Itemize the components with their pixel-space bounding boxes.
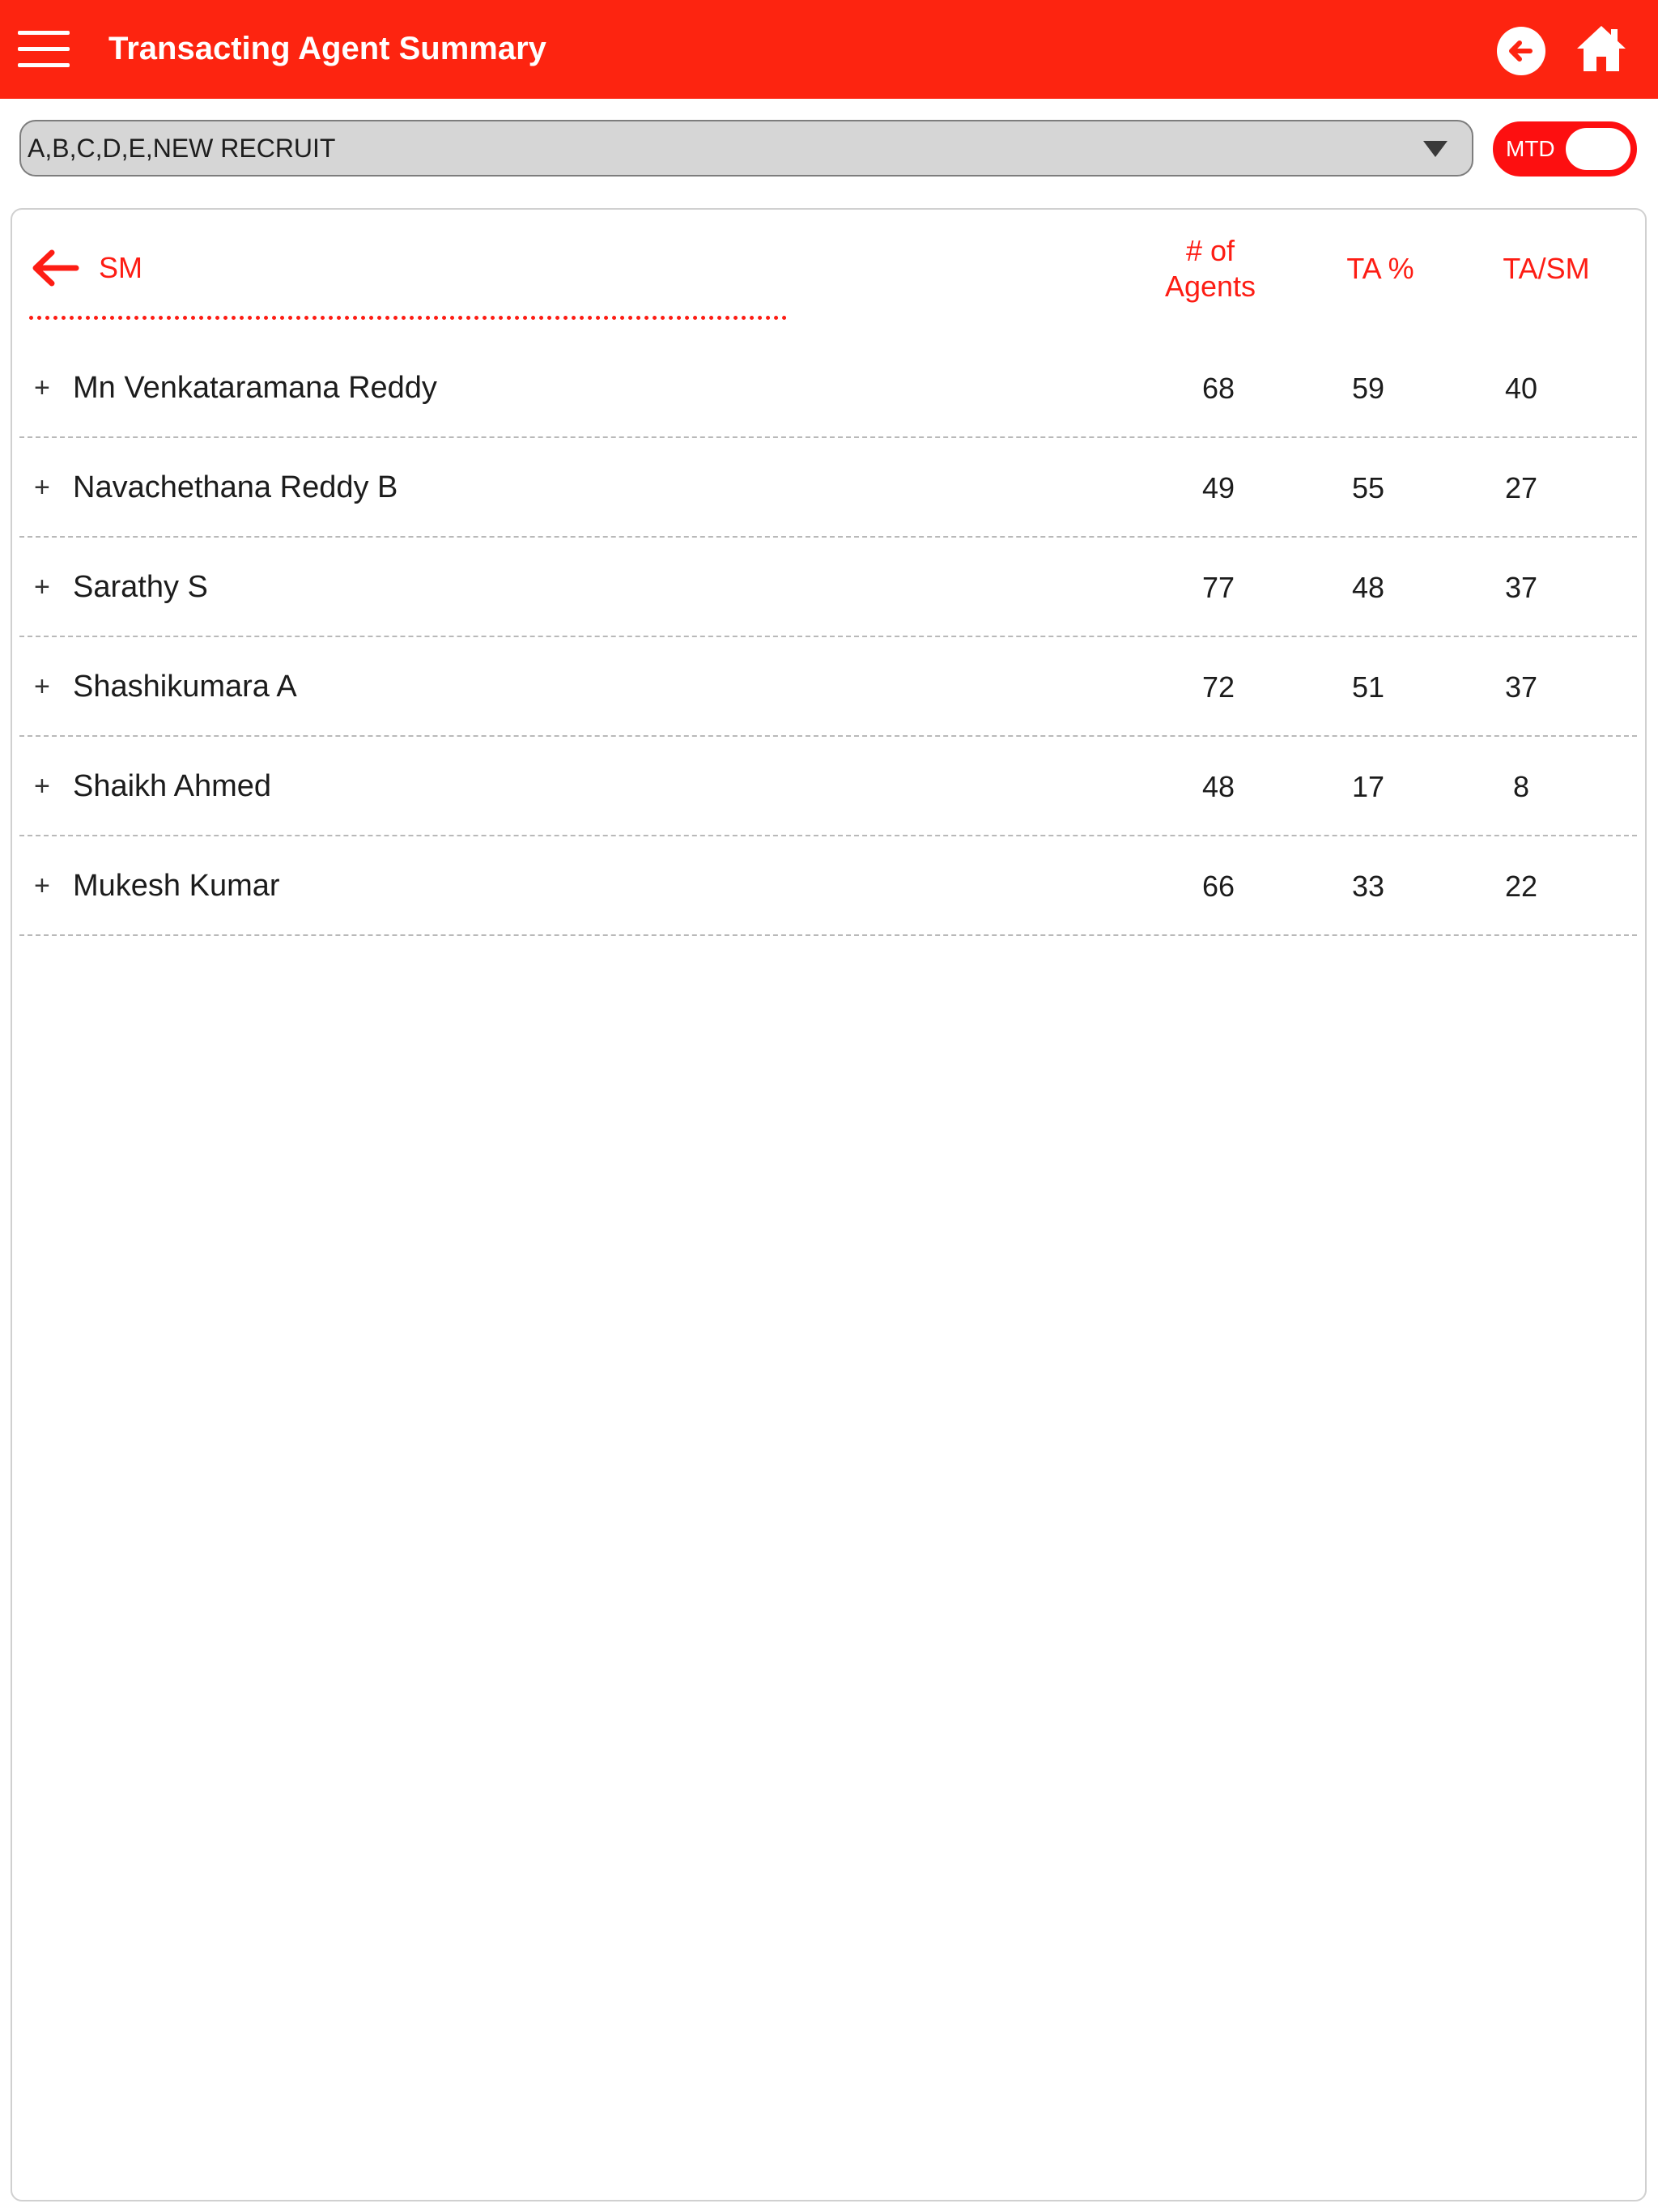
level-label: SM <box>99 251 142 284</box>
ta-per-sm: 27 <box>1504 471 1538 504</box>
ta-percent: 48 <box>1351 571 1385 604</box>
top-app-bar <box>0 0 1658 99</box>
table-row[interactable] <box>19 438 1637 538</box>
hamburger-menu-icon[interactable] <box>18 31 70 68</box>
agents-count: 77 <box>1201 571 1235 604</box>
agents-count: 49 <box>1201 471 1235 504</box>
ta-percent: 55 <box>1351 471 1385 504</box>
ta-percent: 33 <box>1351 870 1385 903</box>
column-header-agents-line2: Agents <box>1164 270 1256 303</box>
column-header-ta-per-sm: TA/SM <box>1503 252 1590 285</box>
expand-icon[interactable]: + <box>34 372 50 403</box>
column-header-agents <box>1125 233 1295 304</box>
ta-per-sm: 40 <box>1504 372 1538 405</box>
table-row[interactable] <box>19 737 1637 836</box>
page-title: Transacting Agent Summary <box>108 31 546 66</box>
sm-list <box>19 338 1637 936</box>
ta-percent: 17 <box>1351 770 1385 803</box>
toggle-label: MTD <box>1506 136 1555 161</box>
expand-icon[interactable]: + <box>34 870 50 901</box>
table-row[interactable] <box>19 338 1637 438</box>
sm-name: Mukesh Kumar <box>73 869 280 903</box>
ta-per-sm: 37 <box>1504 571 1538 604</box>
expand-icon[interactable]: + <box>34 771 50 802</box>
table-row[interactable] <box>19 538 1637 637</box>
expand-icon[interactable]: + <box>34 671 50 702</box>
sm-name: Sarathy S <box>73 570 208 604</box>
column-header-ta-percent: TA % <box>1346 252 1414 285</box>
back-arrow-circle-icon[interactable] <box>1496 26 1546 76</box>
agents-count: 66 <box>1201 870 1235 903</box>
arrow-left-icon[interactable] <box>31 248 79 288</box>
sm-name: Shaikh Ahmed <box>73 769 272 803</box>
agents-count: 48 <box>1201 770 1235 803</box>
dropdown-selected-value: A,B,C,D,E,NEW RECRUIT <box>28 134 336 163</box>
ta-per-sm: 37 <box>1504 670 1538 704</box>
agents-count: 72 <box>1201 670 1235 704</box>
table-row[interactable] <box>19 637 1637 737</box>
ta-per-sm: 8 <box>1512 770 1530 803</box>
sm-name: Navachethana Reddy B <box>73 470 398 504</box>
home-icon[interactable] <box>1575 23 1627 74</box>
expand-icon[interactable]: + <box>34 572 50 602</box>
agent-category-dropdown[interactable] <box>19 120 1473 177</box>
ta-percent: 59 <box>1351 372 1385 405</box>
agents-count: 68 <box>1201 372 1235 405</box>
mtd-toggle[interactable] <box>1493 121 1637 177</box>
ta-per-sm: 22 <box>1504 870 1538 903</box>
level-underline <box>29 316 787 320</box>
toggle-knob <box>1566 128 1630 170</box>
caret-down-icon <box>1423 141 1448 157</box>
table-row[interactable] <box>19 836 1637 936</box>
expand-icon[interactable]: + <box>34 472 50 503</box>
ta-percent: 51 <box>1351 670 1385 704</box>
sm-name: Shashikumara A <box>73 670 297 704</box>
sm-name: Mn Venkataramana Reddy <box>73 371 437 405</box>
column-header-agents-line1: # of <box>1185 234 1235 267</box>
